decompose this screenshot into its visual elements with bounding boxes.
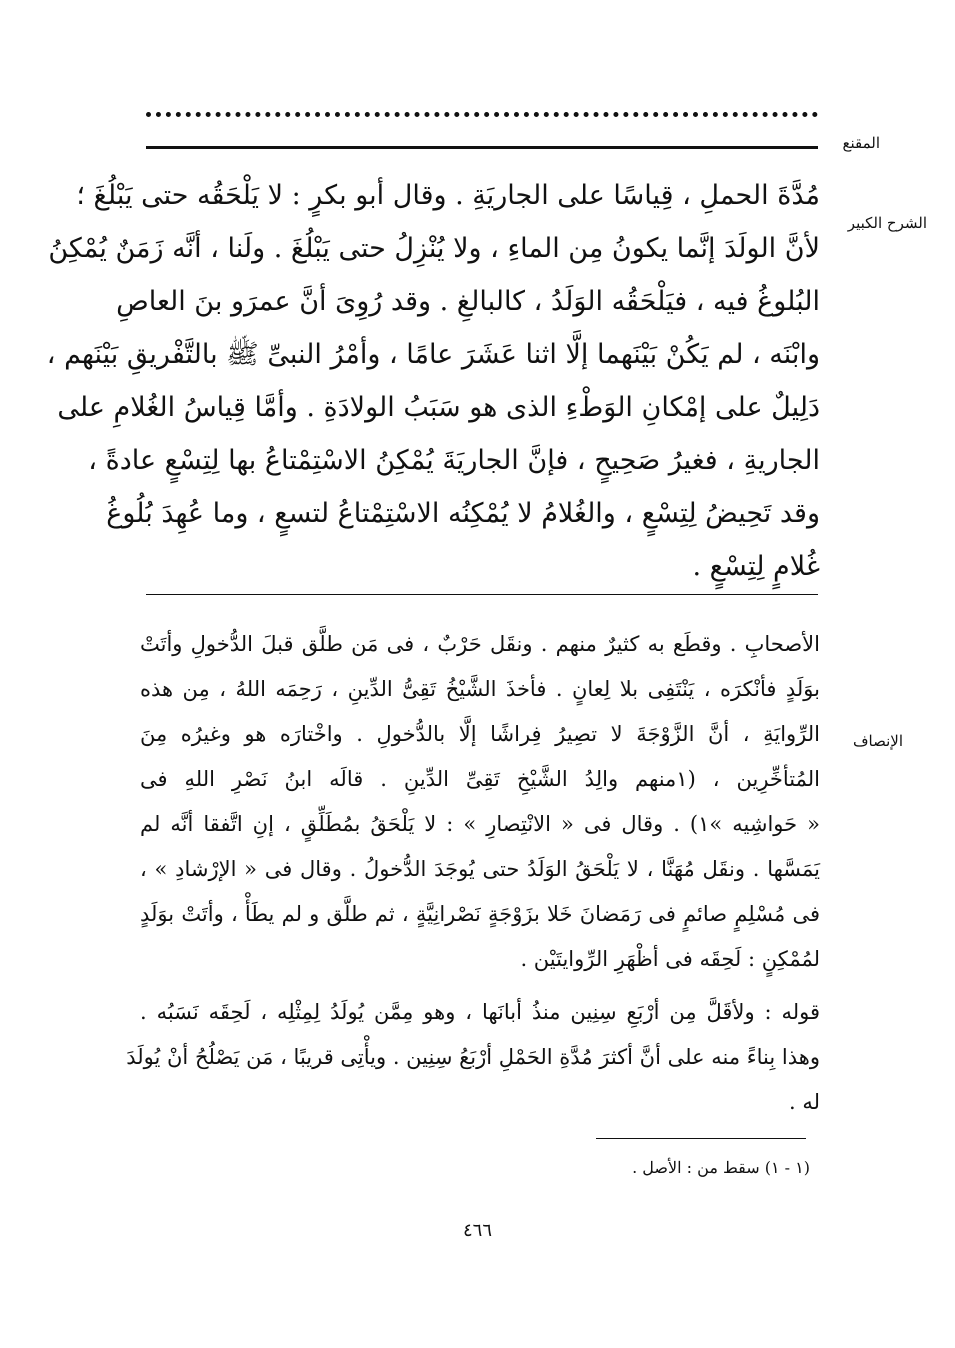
sharh-line: دَلِيلٌ على إمْكانِ الوَطْءِ الذى هو سَبَبُ الولادَةِ . وأمَّا قِياسُ الغُلامِ على: [57, 392, 820, 423]
dotted-separator: [146, 112, 818, 117]
sharh-line: مُدَّةَ الحملِ ، قِياسًا على الجاريَةِ . وقال أبو بكرٍ : لا يَلْحَقُه حتى يَبْلُغَ ؛: [76, 180, 820, 211]
sharh-line: البُلوغُ فيه ، فيَلْحَقُه الوَلَدُ ، كالبالغِ . وقد رُوِىَ أنَّ عمرَو بنَ العاصِ: [116, 286, 820, 317]
insaf-line: لمُمْكِنٍ : لَحِقَه فى أظْهَرِ الرِّوايتَيْن .: [520, 947, 820, 971]
sharh-text-block: [46, 170, 820, 590]
footnote: (١ - ١) سقط من : الأصل .: [632, 1158, 810, 1177]
margin-label-sharh: الشرح الكبير: [847, 214, 927, 232]
sharh-line: الجاريةِ ، فغيرُ صَحِيحٍ ، فإنَّ الجاريَةَ يُمْكِنُ الاسْتِمْتاعُ بها لِتِسْعٍ عادةً ،: [88, 445, 820, 476]
insaf-line: فى مُسْلِمٍ صائمٍ فى رَمَضانَ خَلا بزَوْجَةٍ نَصْرانِيَّةٍ ، ثم طلَّق و لم يطَأْ ، وأتَتْ بوَلَدٍ: [140, 902, 820, 926]
footnote-rule: [596, 1138, 806, 1139]
sharh-line: وابْنَه ، لم يَكُنْ بَيْنَهما إلَّا اثنا عَشَرَ عامًا ، وأمْرُ النبىِّ ﷺ بالتَّفْريقِ بَيْنَهم ،: [46, 339, 820, 370]
page-number: ٤٦٦: [462, 1220, 492, 1241]
insaf-line: « حَواشِيه »١) . وقال فى « الانْتِصارِ » : لا يَلْحَقُ بمُطَلِّقٍ ، إنِ اتَّفقا أنَّه لم: [140, 812, 820, 836]
insaf-line: بوَلَدٍ فأنْكرَه ، يَنْتَفِى بلا لِعانٍ . فأخذَ الشَّيْخُ تَقِىُّ الدِّينِ ، رَحِمَه اللهُ ، مِن هذه: [140, 677, 820, 701]
insaf-line: الأصحابِ . وقطَع به كثيرٌ منهم . ونقَل حَرْبٌ ، فى مَن طلَّق قبلَ الدُّخولِ وأتَتْ: [140, 632, 820, 656]
insaf-line: قوله : ولأقَلَّ مِن أرْبَعِ سِنِين منذُ أبانَها ، وهو مِمَّن يُولَدُ لِمِثْلِه ، لَحِقَه نَسَبُه .: [140, 1000, 820, 1024]
margin-label-muqni: المقنع: [842, 134, 880, 152]
insaf-line: له .: [788, 1090, 820, 1114]
sharh-line: لأنَّ الولَدَ إنَّما يكونُ مِن الماءِ ، ولا يُنْزِلُ حتى يَبْلُغَ . ولَنا ، أنَّه زَمَنٌ يُمْكِنُ: [48, 233, 820, 264]
sharh-line: غُلامٍ لِتِسْعٍ .: [692, 551, 820, 582]
insaf-line: يَمَسَّها . ونقَل مُهَنَّا ، لا يَلْحَقُ الوَلَدُ حتى يُوجَدَ الدُّخولُ . وقال فى « الإرْشادِ » ،: [140, 857, 820, 881]
insaf-line: المُتأخِّرِين ، (١منهم والِدُ الشَّيْخِ تَقِىِّ الدِّينِ . قالَه ابنُ نَصْرِ اللهِ فى: [140, 767, 820, 791]
section-divider: [146, 594, 818, 595]
header-rule: [146, 146, 818, 149]
margin-label-insaf: الإنصاف: [852, 732, 903, 750]
insaf-text-block: [126, 622, 820, 1122]
sharh-line: وقد تَحِيضُ لِتِسْعٍ ، والغُلامُ لا يُمْكِنُه الاسْتِمْتاعُ لتسعٍ ، وما عُهِدَ بُلُوغُ: [106, 498, 820, 529]
insaf-line: الرِّوايَةِ ، أنَّ الزَّوْجَةَ لا تصِيرُ فِراشًا إلَّا بالدُّخولِ . واخْتارَه هو وغيرُه مِنَ: [140, 722, 820, 746]
insaf-line: وهذا بِناءً منه على أنَّ أكثرَ مُدَّةِ الحَمْلِ أرْبَعُ سِنِين . ويأْتِى قريبًا ، مَن يَصْلُحُ أنْ يُولَدَ: [126, 1045, 820, 1069]
